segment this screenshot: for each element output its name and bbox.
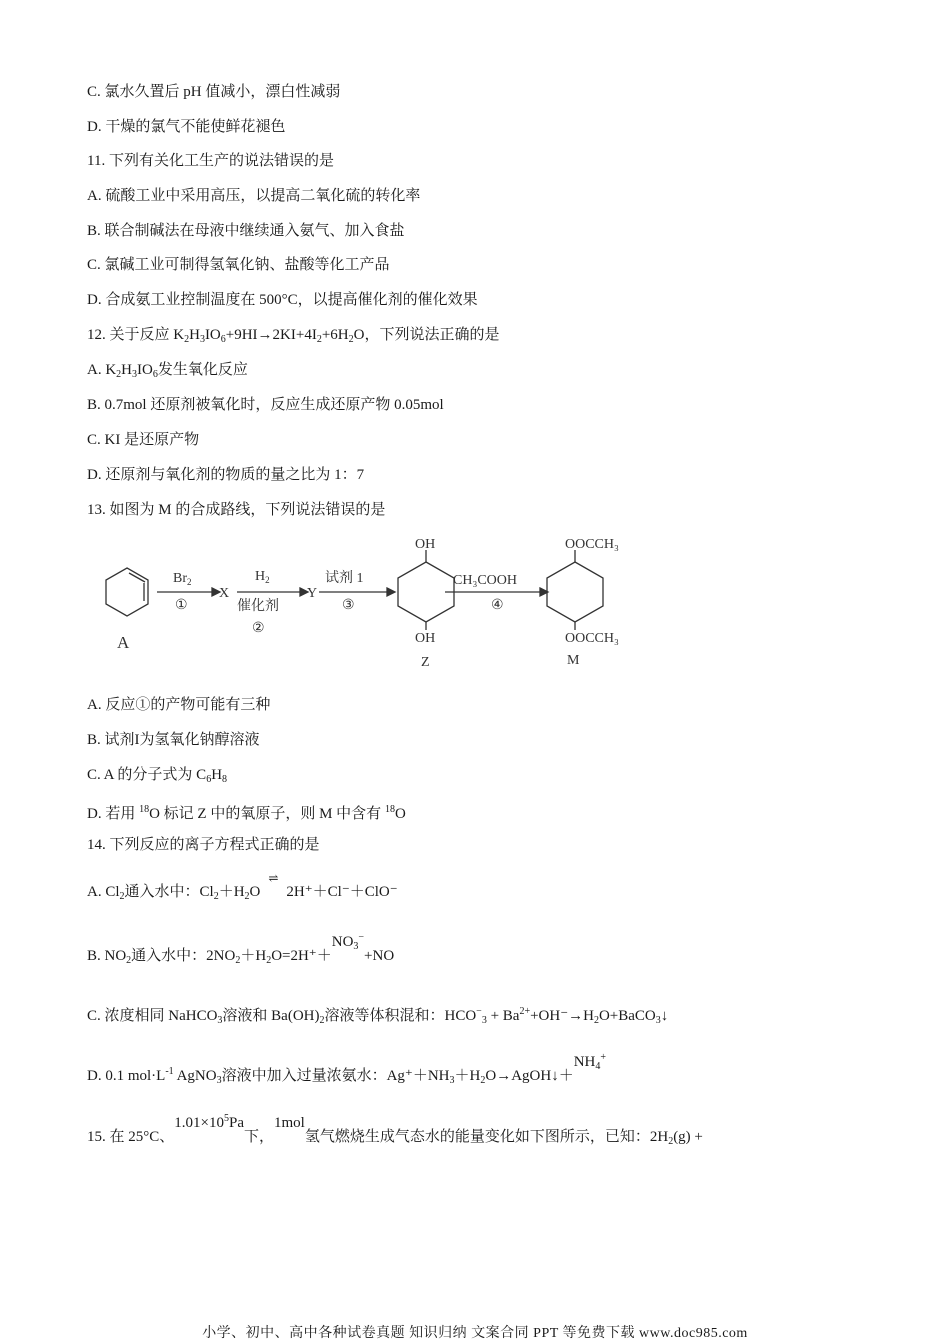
label-z: Z [421, 655, 430, 670]
q13-option-d: D. 若用 $^{18}$O 标记 Z 中的氧原子，则 M 中含有 $^{18}$O [87, 804, 406, 822]
page-footer: 小学、初中、高中各种试卷真题 知识归纳 文案合同 PPT 等免费下载 www.doc985.com [202, 1326, 748, 1341]
q11-option-a: A. 硫酸工业中采用高压，以提高二氧化硫的转化率 [87, 188, 421, 204]
step4-reagent: CH₃COOH [453, 573, 517, 588]
step2-condition: 催化剂 [237, 599, 279, 614]
q14-option-c: C. 浓度相同 NaHCO$_3$溶液和 $Ba(OH)_2$溶液等体积混和：$HCO^-_3$ + $Ba^{2+}+OH^-\to H_2O+BaCO_3↓$ [87, 1006, 669, 1026]
q13-option-c: C. A 的分子式为 $C_6H_8$ [87, 767, 228, 785]
q13-option-a: A. 反应①的产物可能有三种 [87, 697, 271, 713]
step4-number: ④ [491, 598, 504, 613]
q14-option-d: D. 0.1 $mol\cdot L^{-1}$ AgNO$_3$溶液中加入过量浓氨水：$Ag^++NH_3+H_2O\to AgOH↓+NH_4^+$ [87, 1052, 607, 1086]
q13-stem: 13. 如图为 M 的合成路线，下列说法错误的是 [87, 502, 386, 518]
step1-number: ① [175, 598, 188, 613]
label-x: X [219, 586, 230, 601]
q11-option-d: D. 合成氨工业控制温度在 500°C，以提高催化剂的催化效果 [87, 292, 478, 308]
synthesis-route-diagram [95, 532, 655, 672]
label-m: M [567, 653, 580, 668]
q14-stem: 14. 下列反应的离子方程式正确的是 [87, 837, 320, 853]
label-y: Y [307, 586, 318, 601]
step1-reagent: $Br_2$ [173, 571, 192, 587]
m-bottom-group: OOCCH₃ [565, 631, 619, 646]
q11-option-b: B. 联合制碱法在母液中继续通入氨气、加入食盐 [87, 223, 405, 239]
q12-option-b: B. 0.7mol 还原剂被氧化时，反应生成还原产物 0.05mol [87, 397, 444, 413]
step2-number: ② [252, 621, 265, 636]
step2-reagent: $H_2$ [255, 569, 270, 585]
compound-m-ring [547, 562, 603, 622]
q10-option-c: C. 氯水久置后 pH 值减小，漂白性减弱 [87, 84, 341, 100]
q11-stem: 11. 下列有关化工生产的说法错误的是 [87, 153, 334, 169]
q11-option-c: C. 氯碱工业可制得氢氧化钠、盐酸等化工产品 [87, 257, 390, 273]
q14-option-b: B. $NO_2$通入水中：$2NO_2+H_2O=2H^++NO_3^-+NO$ [87, 932, 395, 966]
q15-stem: 15. 在 25°C、$1.01\times 10^5Pa$下，1mol氢气燃烧生成气态水的能量变化如下图所示，已知：$2H_2(g)$ + [87, 1113, 703, 1147]
q12-option-a: A. $K_2H_3IO_6$发生氧化反应 [87, 362, 248, 380]
label-a: A [117, 633, 130, 652]
step3-number: ③ [342, 598, 355, 613]
compound-a-ring [106, 568, 148, 616]
z-top-oh: OH [415, 537, 436, 552]
z-bottom-oh: OH [415, 631, 436, 646]
step3-reagent: 试剂 1 [325, 571, 364, 586]
q14-option-a: A. $Cl_2$通入水中：$Cl_2+H_2O\rightleftharpoons 2H^++Cl^-+ClO^-$ [87, 882, 398, 907]
q12-stem: 12. 关于反应 $K_2H_3IO_6+9HI\to 2KI+4I_2+6H_2O$，下列说法正确的是 [87, 327, 500, 345]
q13-option-b: B. 试剂I为氢氧化钠醇溶液 [87, 732, 260, 748]
q12-option-c: C. KI 是还原产物 [87, 432, 200, 448]
q12-option-d: D. 还原剂与氧化剂的物质的量之比为 1：7 [87, 467, 365, 483]
m-top-group: OOCCH₃ [565, 537, 619, 552]
q10-option-d: D. 干燥的氯气不能使鲜花褪色 [87, 119, 286, 135]
equilibrium-arrow-icon: ⇌ [268, 871, 279, 885]
